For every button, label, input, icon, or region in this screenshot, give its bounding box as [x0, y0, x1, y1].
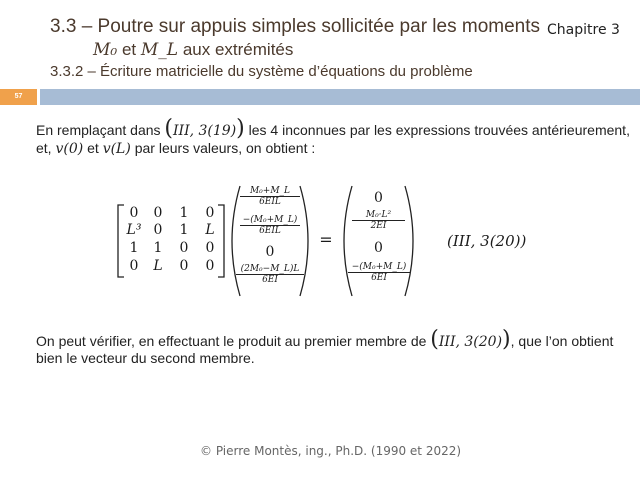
p1-text-d: par leurs valeurs, on obtient :	[134, 140, 316, 156]
matrix-cell: L	[205, 222, 215, 238]
fraction-numerator: −(M₀+M_L)	[240, 215, 300, 226]
equals-sign: =	[319, 230, 333, 249]
fraction-denominator: 6EIL	[259, 226, 281, 236]
paren-close: )	[236, 116, 245, 141]
fraction-denominator: 2EI	[370, 221, 387, 231]
p1-equation-ref: III, 3(19)	[173, 123, 237, 139]
p2-text-a: On peut vérifier, en effectuant le produit au premier membre de	[36, 333, 427, 349]
p1-et: et	[87, 140, 99, 156]
matrix-cell: 0	[129, 258, 139, 274]
fraction-numerator: M₀·L²	[352, 210, 405, 221]
p2-equation-ref: III, 3(20)	[438, 334, 503, 350]
vector-right-entry-3: 0	[374, 240, 383, 256]
matrix-cell: 1	[153, 240, 163, 256]
matrix-cell: L³	[126, 222, 142, 238]
matrix-cell: 0	[129, 205, 139, 221]
vector-right-entry-4	[348, 262, 410, 283]
matrix-cell: 0	[153, 205, 163, 221]
paragraph-2-line-2: bien le vecteur du second membre.	[36, 350, 255, 366]
footer-copyright: © Pierre Montès, ing., Ph.D. (1990 et 2022)	[200, 444, 462, 458]
m0-symbol: M₀	[93, 40, 118, 60]
vector-right-entry-2	[352, 210, 405, 231]
paren-close: )	[502, 327, 511, 352]
title-rest: aux extrémités	[182, 40, 294, 59]
fraction-denominator: 6EI	[371, 273, 387, 283]
fraction-denominator: 6EI	[262, 275, 278, 285]
title-et: et	[121, 40, 137, 59]
vector-left-entry-2	[240, 215, 300, 236]
fraction-numerator: −(M₀+M_L)	[348, 262, 410, 273]
vector-left-entry-3: 0	[265, 244, 275, 260]
fraction-numerator: (2M₀−M_L)L	[236, 264, 304, 275]
paren-open: (	[430, 327, 439, 352]
slide-number: 57	[0, 89, 37, 105]
matrix-cell: 0	[179, 240, 189, 256]
ml-symbol: M_L	[140, 40, 179, 60]
matrix-cell: 0	[205, 258, 215, 274]
vector-right-entry-1: 0	[374, 190, 383, 206]
matrix-cell: L	[153, 258, 163, 274]
slide-subtitle: 3.3.2 – Écriture matricielle du système d’équations du problème	[50, 63, 473, 80]
p1-text-c: et,	[36, 140, 52, 156]
matrix-cell: 1	[129, 240, 139, 256]
matrix-cell: 1	[179, 222, 189, 238]
chapter-label: Chapitre 3	[547, 22, 620, 38]
matrix-cell: 1	[179, 205, 189, 221]
vector-left-entry-1	[240, 186, 300, 207]
vector-left-entry-4	[236, 264, 304, 285]
matrix-cell: 0	[153, 222, 163, 238]
matrix-cell: 0	[205, 205, 215, 221]
fraction-numerator: M₀+M_L	[240, 186, 300, 197]
p1-text-b: les 4 inconnues par les expressions trouvées antérieurement,	[248, 122, 630, 138]
equation-number: (III, 3(20))	[447, 232, 527, 250]
matrix-cell: 0	[179, 258, 189, 274]
paragraph-2-line-1	[36, 327, 613, 352]
slide-title: 3.3 – Poutre sur appuis simples sollicitée par les moments	[50, 16, 541, 37]
p2-text-b: , que l’on obtient	[510, 333, 614, 349]
fraction-denominator: 6EIL	[259, 197, 281, 207]
vl-symbol: v(L)	[102, 141, 131, 157]
p1-text-a: En remplaçant dans	[36, 122, 161, 138]
matrix-cell: 0	[205, 240, 215, 256]
v0-symbol: v(0)	[55, 141, 84, 157]
paren-open: (	[164, 116, 174, 141]
